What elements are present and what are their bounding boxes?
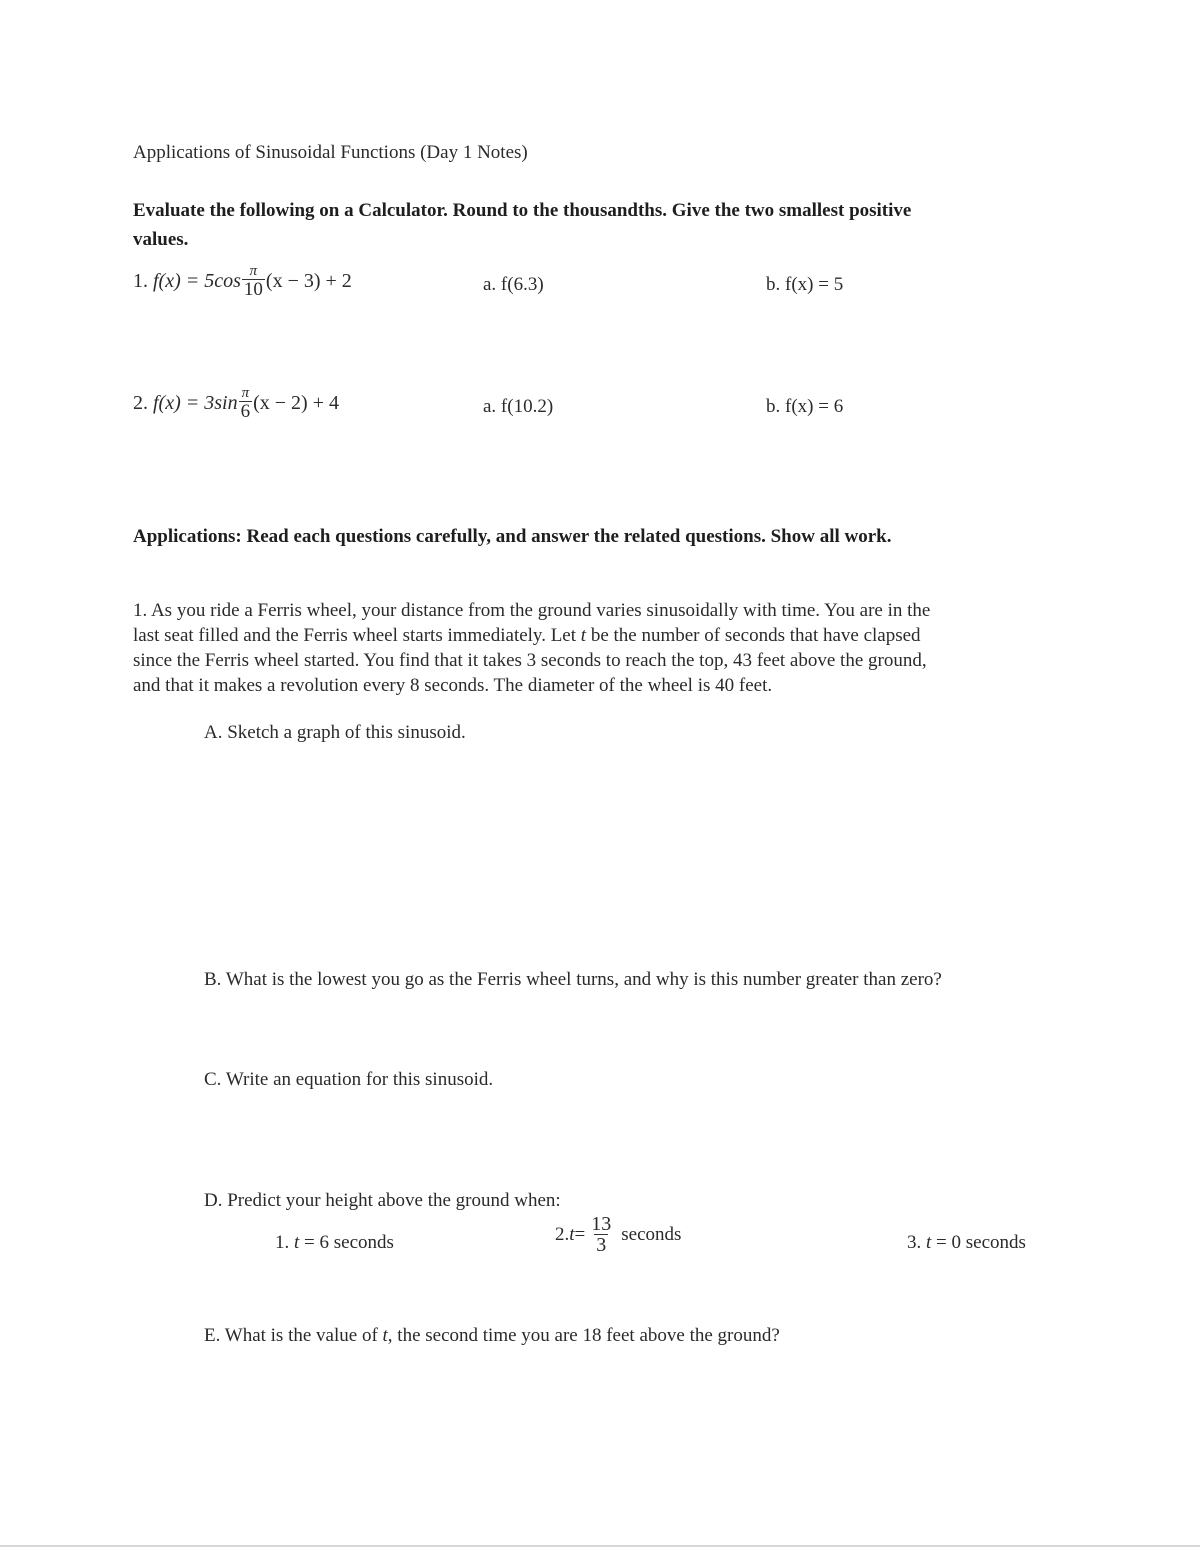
part-e-question — [204, 1325, 780, 1347]
scan-edge-line — [0, 1545, 1200, 1547]
problem-line-2-text-b: be the number of seconds that have clapsed — [586, 625, 921, 646]
item-unit: seconds — [621, 1223, 682, 1245]
variable-t: t — [580, 625, 587, 646]
section1-instructions: Evaluate the following on a Calculator. Round to the thousandths. Give the two smallest positive — [133, 200, 912, 221]
item-value: = 0 seconds — [931, 1232, 1026, 1253]
problem-line-2-text-a: last seat filled and the Ferris wheel starts immediately. Let — [133, 625, 581, 646]
part-d-item-1 — [275, 1232, 394, 1254]
part-a-question: A. Sketch a graph of this sinusoid. — [204, 722, 466, 743]
part-c-question: C. Write an equation for this sinusoid. — [204, 1069, 494, 1090]
problem-number: 2. — [133, 392, 148, 414]
equation-fraction — [242, 264, 265, 299]
item-number: 1. — [275, 1232, 294, 1253]
variable-t: t — [382, 1325, 388, 1346]
equation-lhs: f(x) = 3sin — [153, 392, 238, 414]
item-value: = 6 seconds — [299, 1232, 394, 1253]
part-e-text-b: , the second time you are 18 feet above the ground? — [387, 1325, 780, 1346]
fraction-numerator: 13 — [591, 1213, 612, 1235]
part-d-item-2 — [555, 1214, 681, 1255]
ferris-wheel-problem — [133, 598, 1053, 698]
variable-t: t — [569, 1223, 575, 1245]
fraction-numerator: π — [249, 263, 258, 279]
problem-line-3: since the Ferris wheel started. You find that it takes 3 seconds to reach the top, 43 feet above the ground, — [133, 650, 927, 671]
equation-fraction — [239, 386, 253, 421]
fraction-denominator: 3 — [596, 1234, 607, 1256]
part-b-question: B. What is the lowest you go as the Ferris wheel turns, and why is this number greater than zero? — [204, 969, 942, 990]
equation-lhs: f(x) = 5cos — [153, 270, 241, 292]
part-d-question: D. Predict your height above the ground when: — [204, 1190, 561, 1211]
section1-instructions-cont: values. — [133, 229, 189, 250]
problem-line-1: 1. As you ride a Ferris wheel, your distance from the ground varies sinusoidally with time. You are in the — [133, 600, 931, 621]
problem-2-part-b: b. f(x) = 6 — [766, 396, 844, 417]
item-number: 3. — [907, 1232, 926, 1253]
problem-1-part-b: b. f(x) = 5 — [766, 274, 844, 295]
equation-rhs: (x − 3) + 2 — [265, 270, 352, 292]
problem-number: 1. — [133, 270, 148, 292]
equation-rhs: (x − 2) + 4 — [253, 392, 339, 414]
problem-2-part-a: a. f(10.2) — [483, 396, 554, 417]
equals-sign: = — [574, 1223, 586, 1245]
page-title: Applications of Sinusoidal Functions (Day 1 Notes) — [133, 142, 528, 163]
section2-heading: Applications: Read each questions carefully, and answer the related questions. Show all work. — [133, 526, 892, 547]
time-fraction — [589, 1214, 613, 1255]
problem-line-2 — [133, 623, 1053, 648]
part-d-item-3 — [907, 1232, 1026, 1254]
fraction-numerator: π — [241, 385, 250, 401]
item-number: 2. — [555, 1223, 570, 1245]
problem-2-equation — [133, 386, 339, 421]
fraction-denominator: 10 — [243, 279, 263, 300]
variable-t: t — [294, 1232, 300, 1253]
problem-1-part-a: a. f(6.3) — [483, 274, 544, 295]
problem-1-equation — [133, 264, 352, 299]
variable-t: t — [926, 1232, 932, 1253]
problem-line-4: and that it makes a revolution every 8 seconds. The diameter of the wheel is 40 feet. — [133, 675, 773, 696]
fraction-denominator: 6 — [240, 401, 251, 422]
part-e-text-a: E. What is the value of — [204, 1325, 383, 1346]
